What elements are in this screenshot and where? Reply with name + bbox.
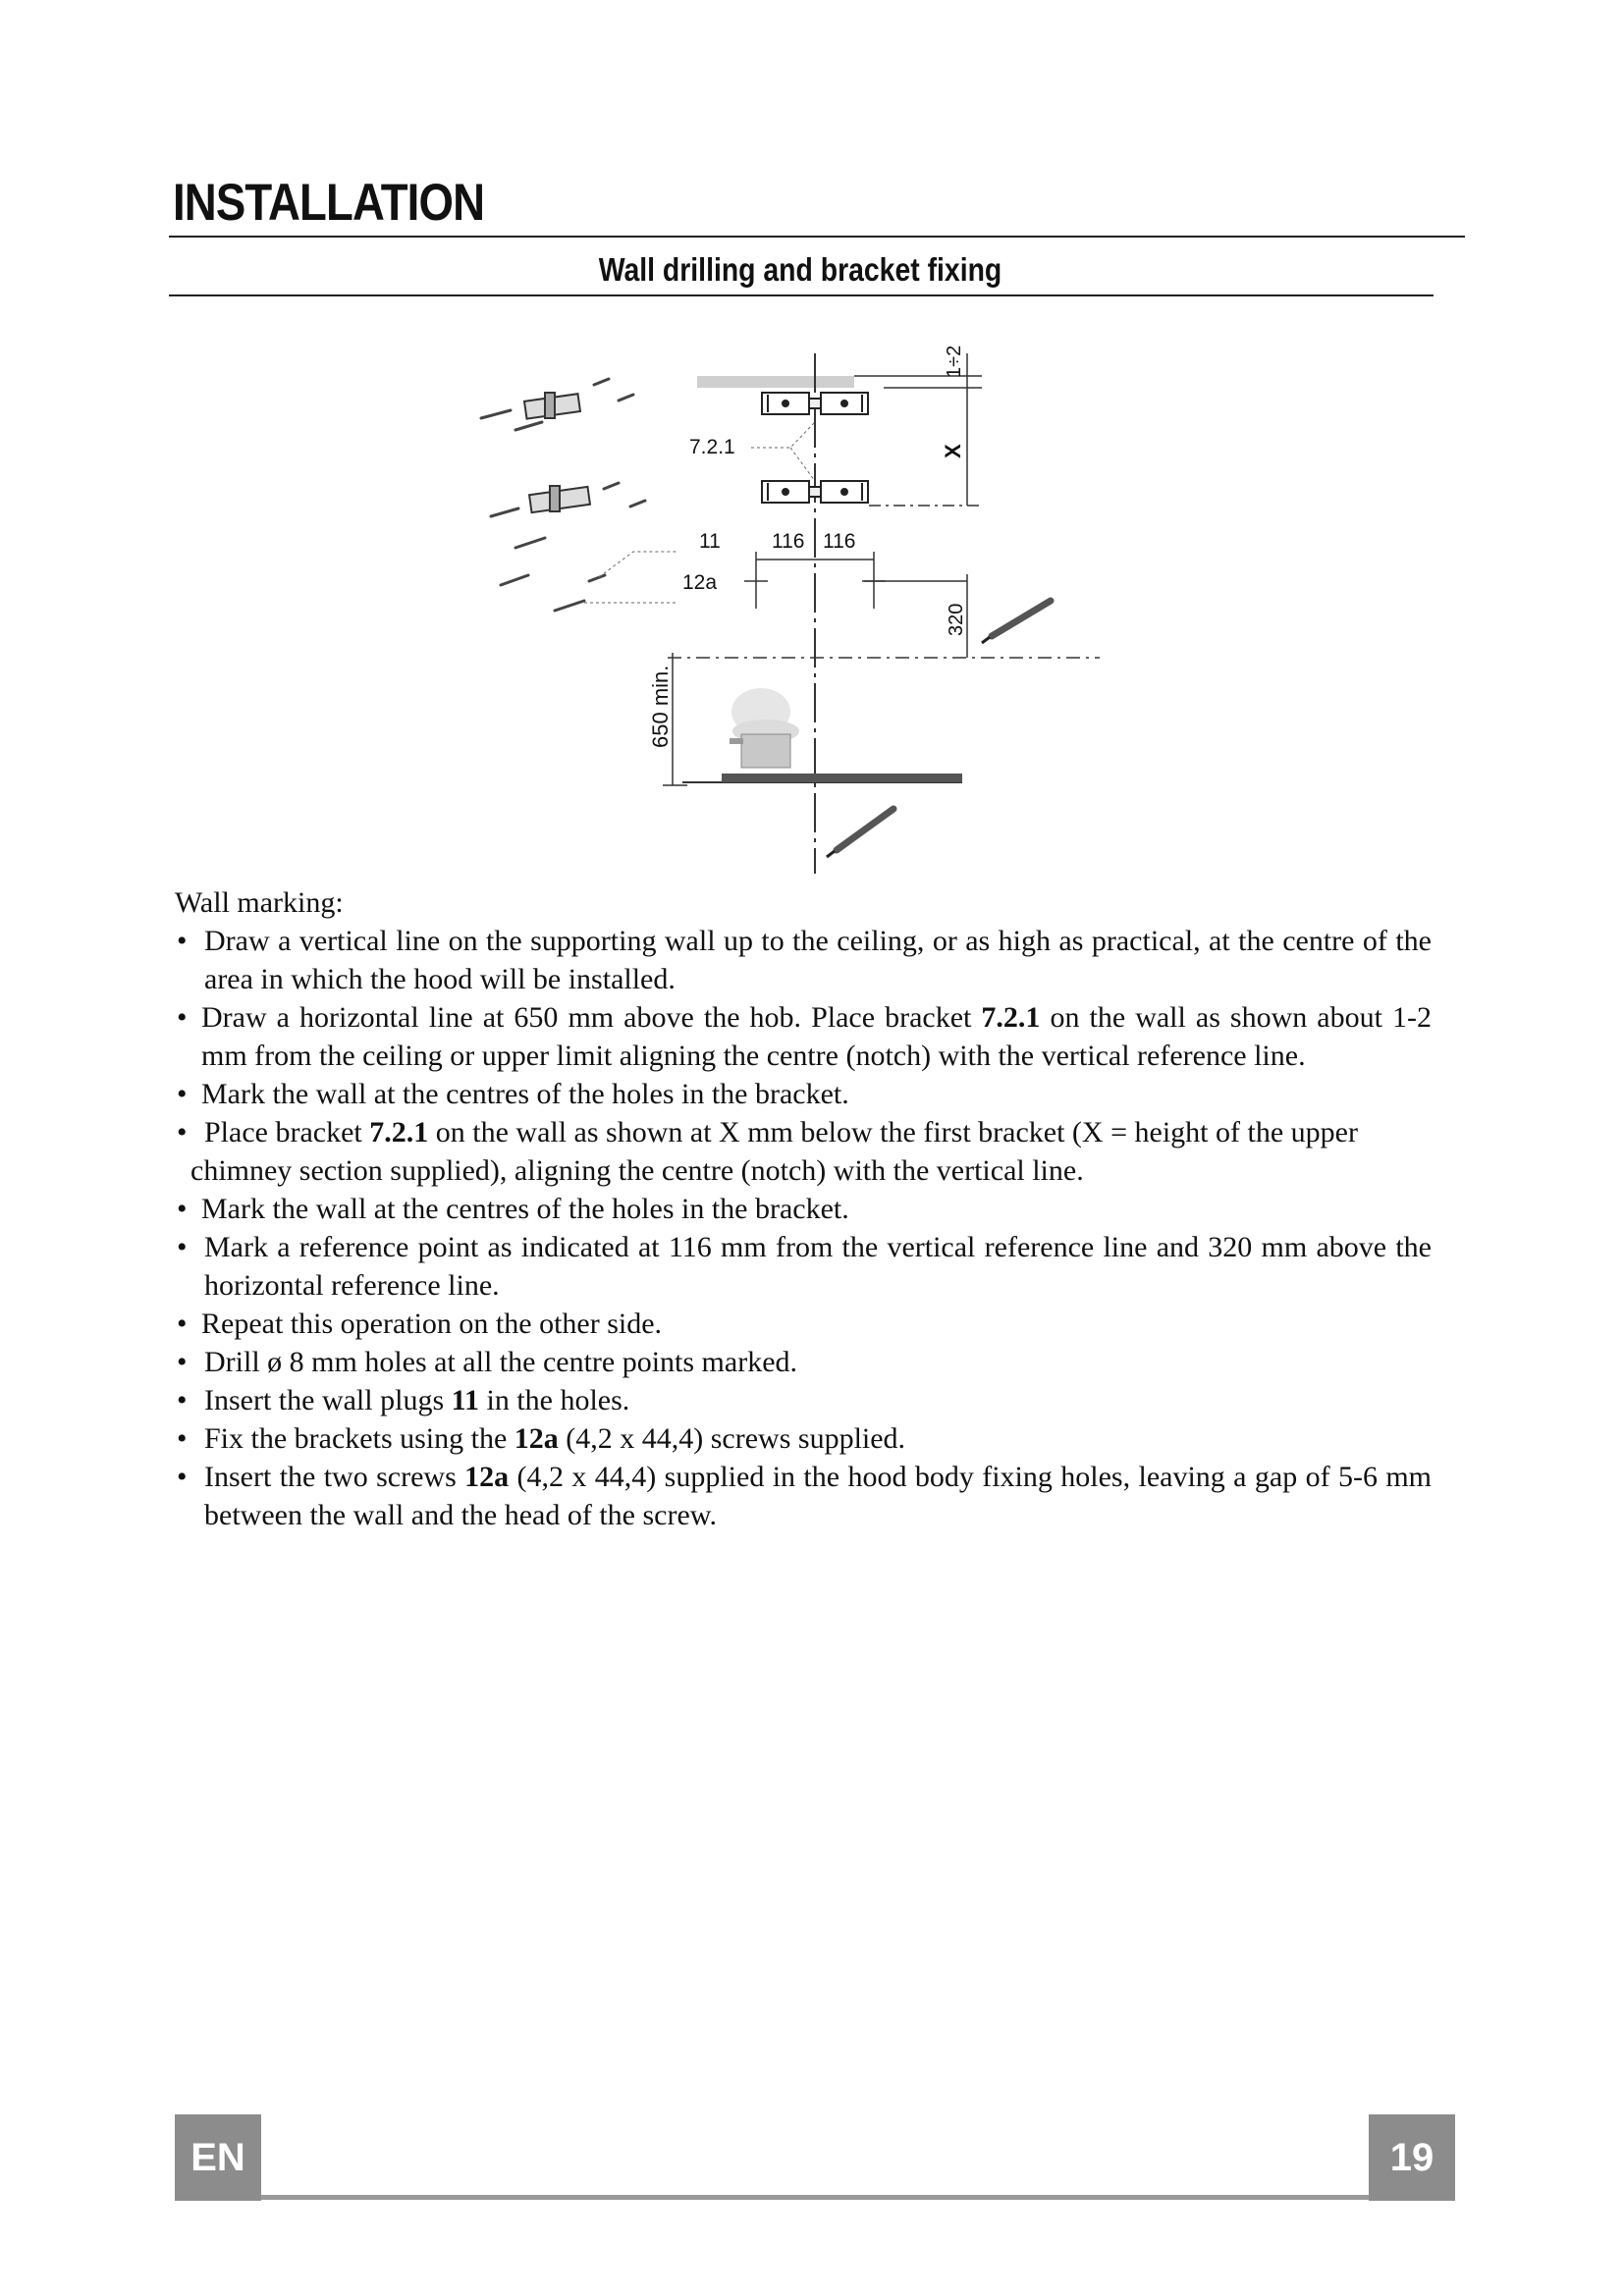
title-divider [169, 236, 1465, 238]
page-number: 19 [1369, 2114, 1455, 2201]
label-gap: 1÷2 [944, 345, 965, 378]
list-item: • Draw a horizontal line at 650 mm above the hob. Place bracket 7.2.1 on the wall as shown about 1-2 mm from the ceiling or upper limit aligning the centre (notch) with the vertical reference line. [175, 998, 1432, 1075]
list-item: • Mark the wall at the centres of the holes in the bracket. [175, 1190, 1432, 1228]
ceiling-band [697, 376, 854, 388]
label-offset-right: 116 [823, 530, 856, 553]
list-item: • Fix the brackets using the 12a (4,2 x 44,4) screws supplied. [175, 1419, 1432, 1458]
instructions [175, 883, 1432, 1534]
list-item: • Mark the wall at the centres of the holes in the bracket. [175, 1075, 1432, 1113]
pot-icon [730, 688, 799, 768]
list-item: • Insert the two screws 12a (4,2 x 44,4) supplied in the hood body fixing holes, leaving a gap of 5-6 mm between the wall and the head of the screw. [175, 1458, 1432, 1534]
page-title: INSTALLATION [173, 174, 485, 232]
label-offset-left: 116 [772, 530, 805, 553]
list-item: • Place bracket 7.2.1 on the wall as shown at X mm below the first bracket (X = height of the upper [175, 1113, 1432, 1151]
list-item: • Draw a vertical line on the supporting wall up to the ceiling, or as high as practical, at the centre of the area in which the hood will be installed. [175, 922, 1432, 998]
list-item: • Insert the wall plugs 11 in the holes. [175, 1381, 1432, 1419]
section-divider [169, 294, 1434, 296]
pencil-icon [837, 601, 1051, 850]
installation-diagram [471, 324, 1159, 883]
list-item: • Mark a reference point as indicated at 116 mm from the vertical reference line and 320 mm above the horizontal reference line. [175, 1228, 1432, 1305]
exploded-brackets [524, 393, 590, 512]
label-height: 320 [946, 603, 967, 636]
language-badge: EN [175, 2114, 261, 2201]
label-screw: 12a [682, 571, 718, 594]
hob [722, 774, 962, 782]
intro-text: Wall marking: [175, 886, 344, 919]
list-item: • Drill ø 8 mm holes at all the centre points marked. [175, 1343, 1432, 1381]
label-plug: 11 [699, 530, 721, 553]
label-bracket: 7.2.1 [689, 436, 735, 458]
steps-list [175, 922, 1432, 1534]
list-item: • Repeat this operation on the other side. [175, 1305, 1432, 1343]
label-x: X [941, 444, 965, 458]
section-title: Wall drilling and bracket fixing [598, 251, 1002, 288]
footer-divider [261, 2195, 1371, 2200]
list-item: chimney section supplied), aligning the centre (notch) with the vertical line. [190, 1154, 1084, 1187]
label-min-height: 650 min. [648, 665, 673, 748]
